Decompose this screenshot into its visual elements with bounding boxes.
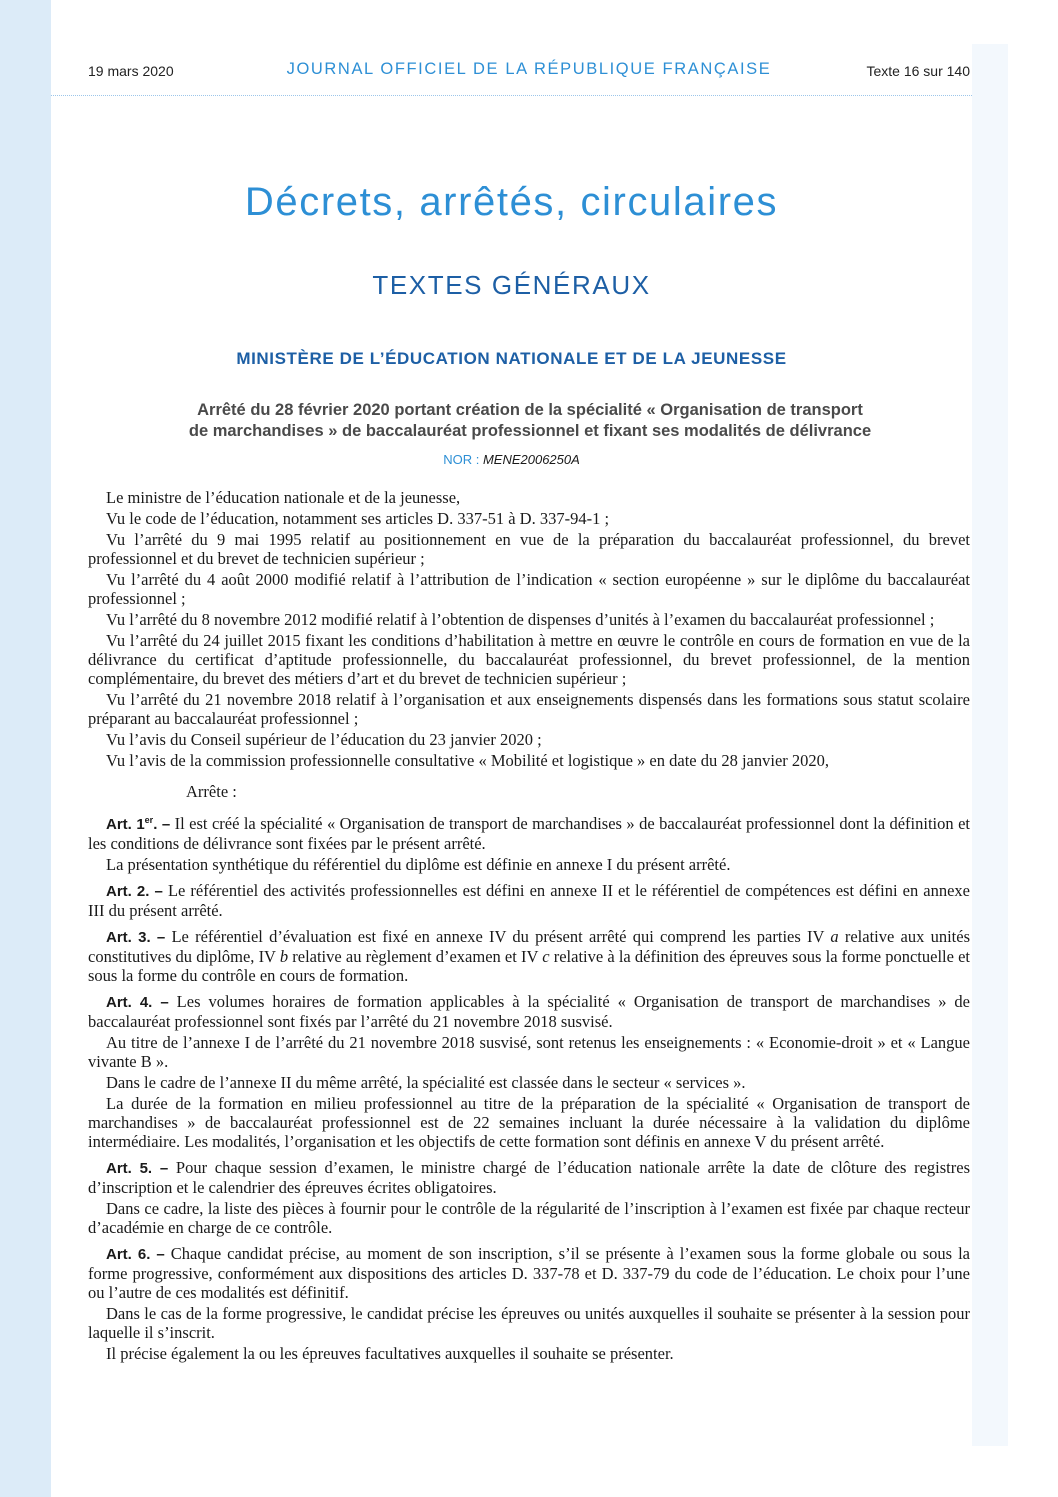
article-5 — [88, 1158, 970, 1197]
article-6-label: Art. 6. – — [106, 1246, 165, 1263]
document-body — [88, 488, 970, 1365]
preamble-visa: Vu le code de l’éducation, notamment ses articles D. 337-51 à D. 337-94-1 ; — [106, 509, 610, 528]
article-4-text: Les volumes horaires de formation applicables à la spécialité « Organisation de transport de marchandises » de baccalauréat professionnel sont fixés par l’arrêté du 21 novembre 2018 susvisé. — [88, 992, 970, 1031]
nor-reference — [51, 452, 972, 467]
section-title: Décrets, arrêtés, circulaires — [244, 180, 779, 224]
act-title — [120, 400, 940, 442]
act-title-line-2: de marchandises » de baccalauréat professionnel et fixant ses modalités de délivrance — [188, 422, 872, 440]
page-header — [88, 60, 970, 86]
act-title-line-1: Arrêté du 28 février 2020 portant création de la spécialité « Organisation de transport — [197, 401, 863, 419]
article-2-text: Le référentiel des activités professionnelles est défini en annexe II et le référentiel de compétences est défini en annexe III du présent arrêté. — [88, 881, 970, 920]
article-6-text: Chaque candidat précise, au moment de son inscription, s’il se présente à l’examen sous la forme globale ou sous la forme progressive, conformément aux dispositions des articles D. 337-78 et D. 337-79 du code de l’éducation. Le choix pour l’une ou l’autre de ces modalités est définitif. — [88, 1244, 970, 1302]
article-3-label: Art. 3. – — [106, 929, 166, 946]
article-6-paragraph: Dans le cas de la forme progressive, le candidat précise les épreuves ou unités auxquelles il souhaite se présenter à la session pour laquelle il s’inscrit. — [88, 1304, 970, 1342]
journal-title: JOURNAL OFFICIEL DE LA RÉPUBLIQUE FRANÇAISE — [286, 60, 772, 78]
preamble-visa: Vu l’avis de la commission professionnelle consultative « Mobilité et logistique » en date du 28 janvier 2020, — [106, 751, 830, 770]
article-2 — [88, 881, 970, 920]
article-1 — [88, 811, 970, 853]
header-date: 19 mars 2020 — [88, 63, 174, 79]
preamble-visa: Vu l’arrêté du 9 mai 1995 relatif au positionnement en vue de la préparation du baccalauréat professionnel, du brevet professionnel et du brevet de technicien supérieur ; — [88, 530, 970, 568]
article-4-label: Art. 4. – — [106, 994, 169, 1011]
article-4 — [88, 992, 970, 1031]
preamble-minister: Le ministre de l’éducation nationale et de la jeunesse, — [106, 488, 461, 507]
preamble-visa: Vu l’arrêté du 24 juillet 2015 fixant les conditions d’habilitation à mettre en œuvre le contrôle en cours de formation en vue de la délivrance du certificat d’aptitude professionnelle, du baccalauréat professionnel, du brevet professionnel, de la mention complémentaire, du brevet des métiers d’art et du brevet de technicien supérieur ; — [88, 631, 970, 688]
article-5-paragraph: Dans ce cadre, la liste des pièces à fournir pour le contrôle de la régularité de l’inscription à l’examen est fixée par chaque recteur d’académie en charge de ce contrôle. — [88, 1199, 970, 1237]
right-margin-band — [972, 44, 1008, 1446]
preamble-visa: Vu l’arrêté du 4 août 2000 modifié relatif à l’attribution de l’indication « section européenne » sur le diplôme du baccalauréat professionnel ; — [88, 570, 970, 608]
arrete-heading: Arrête : — [186, 782, 237, 801]
nor-code: MENE2006250A — [482, 452, 580, 467]
article-6-paragraph: Il précise également la ou les épreuves facultatives auxquelles il souhaite se présenter. — [106, 1344, 674, 1363]
article-1-text: Il est créé la spécialité « Organisation de transport de marchandises » de baccalauréat professionnel dont la définition et les conditions de délivrance sont fixées par le présent arrêté. — [88, 814, 970, 853]
preamble-visa: Vu l’arrêté du 8 novembre 2012 modifié relatif à l’obtention de dispenses d’unités à l’examen du baccalauréat professionnel ; — [106, 610, 935, 629]
article-2-label: Art. 2. – — [106, 883, 163, 900]
article-1-label: Art. 1er. – — [106, 815, 171, 833]
article-3: Art. 3. – Le référentiel d’évaluation est fixé en annexe IV du présent arrêté qui comprend les parties IV a relative aux unités constitutives du diplôme, IV b relative au règlement d’examen et IV c relative à la définition des épreuves sous la forme ponctuelle et sous la forme du contrôle en cours de formation. — [88, 927, 971, 985]
nor-label: NOR : — [443, 452, 480, 467]
article-4-paragraph: Au titre de l’annexe I de l’arrêté du 21 novembre 2018 susvisé, sont retenus les enseignements : « Economie-droit » et « Langue vivante B ». — [88, 1033, 970, 1071]
ministry-name: MINISTÈRE DE L’ÉDUCATION NATIONALE ET DE LA JEUNESSE — [236, 349, 787, 368]
article-4-paragraph: La durée de la formation en milieu professionnel au titre de la préparation de la spécialité « Organisation de transport de marchandises » de baccalauréat professionnel est de 22 semaines incluant la durée nécessaire à la validation du diplôme intermédiaire. Les modalités, l’organisation et les objectifs de cette formation sont définis en annexe V du présent arrêté. — [88, 1094, 970, 1151]
article-5-label: Art. 5. – — [106, 1160, 169, 1177]
text-counter: Texte 16 sur 140 — [866, 63, 970, 79]
header-divider — [51, 95, 972, 96]
article-4-paragraph: Dans le cadre de l’annexe II du même arrêté, la spécialité est classée dans le secteur « services ». — [106, 1073, 746, 1092]
article-1-paragraph: La présentation synthétique du référentiel du diplôme est définie en annexe I du présent arrêté. — [106, 855, 731, 874]
left-margin-band — [0, 0, 51, 1497]
preamble-visa: Vu l’avis du Conseil supérieur de l’éducation du 23 janvier 2020 ; — [106, 730, 542, 749]
article-6 — [88, 1244, 970, 1302]
preamble-visa: Vu l’arrêté du 21 novembre 2018 relatif à l’organisation et aux enseignements dispensés dans les formations sous statut scolaire préparant au baccalauréat professionnel ; — [88, 690, 970, 728]
article-5-text: Pour chaque session d’examen, le ministre chargé de l’éducation nationale arrête la date de clôture des registres d’inscription et le calendrier des épreuves écrites obligatoires. — [88, 1158, 970, 1197]
sub-title: TEXTES GÉNÉRAUX — [372, 270, 651, 300]
